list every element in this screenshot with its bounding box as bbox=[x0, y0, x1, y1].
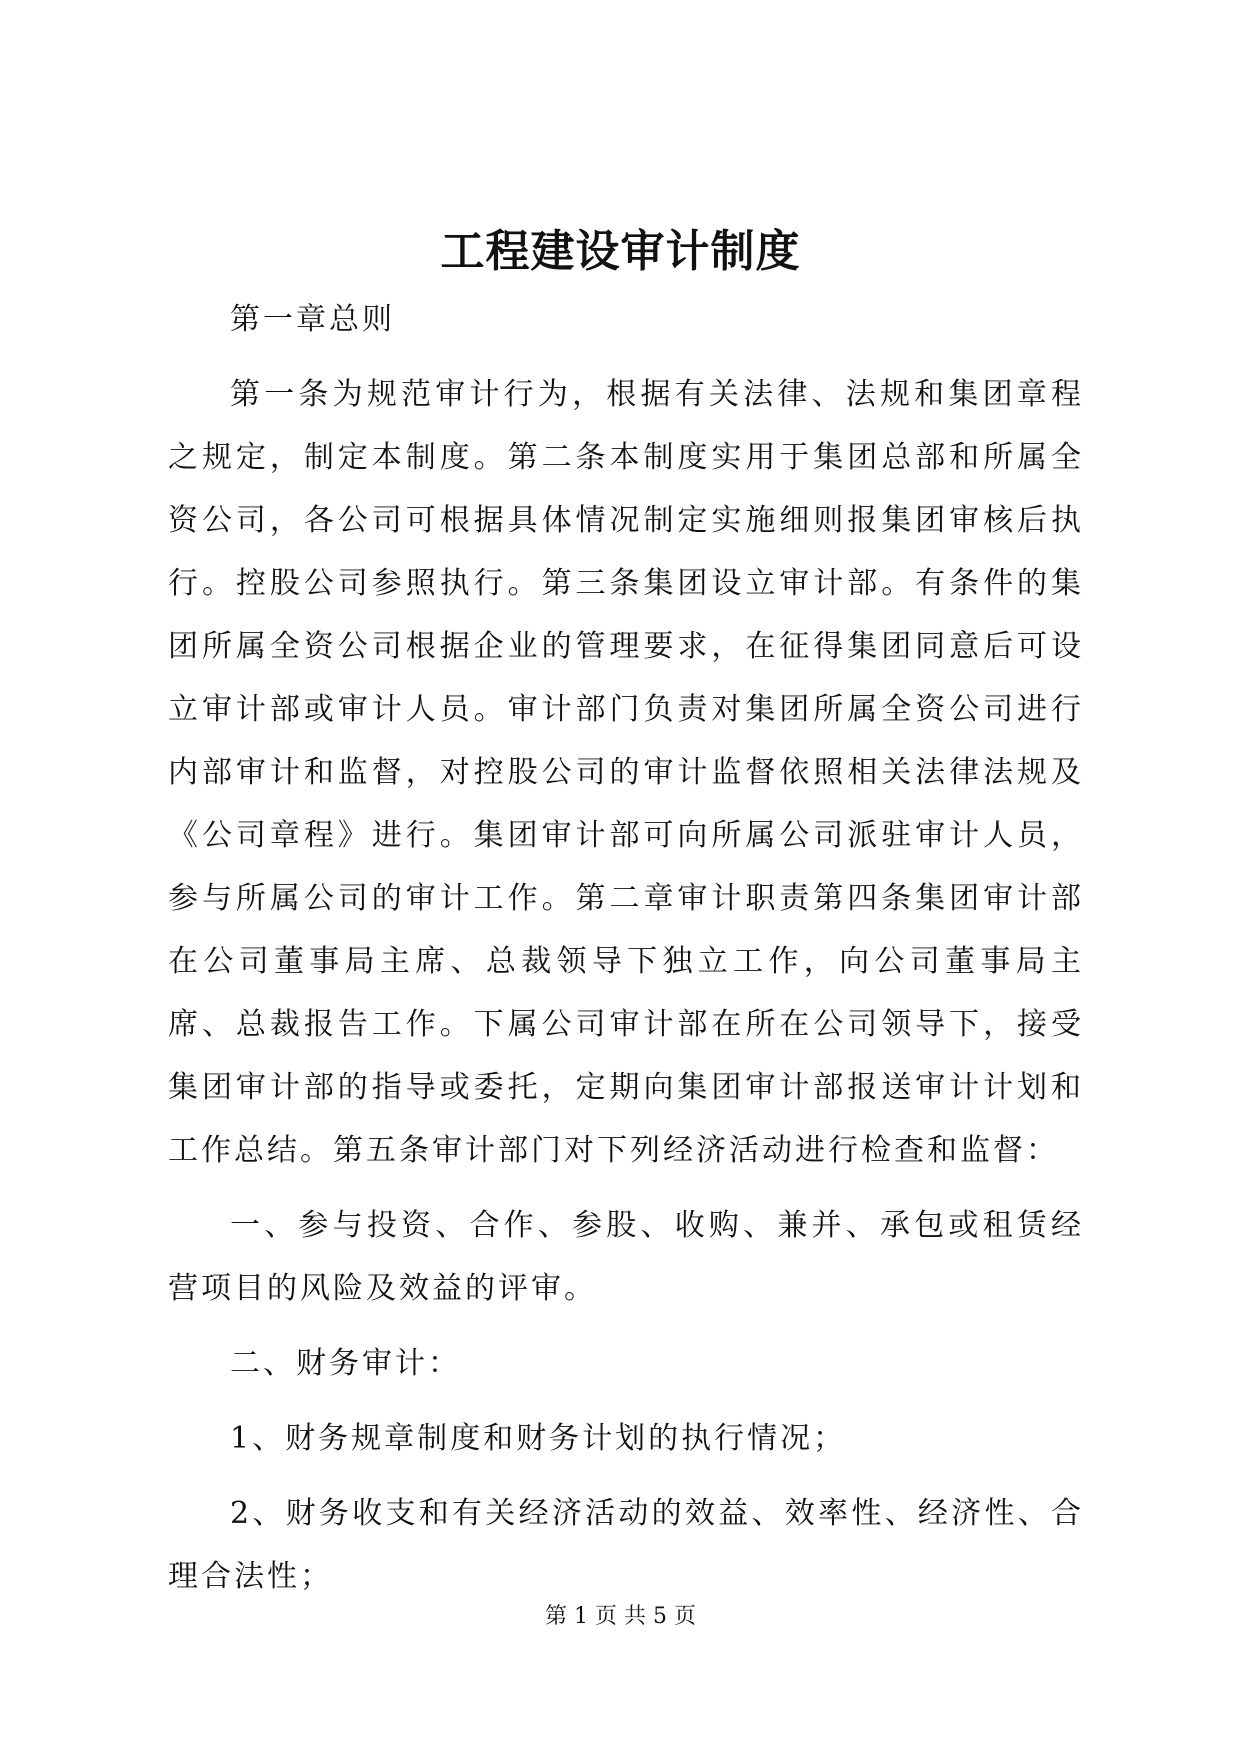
document-title: 工程建设审计制度 bbox=[440, 226, 801, 277]
page-number: 第 1 页 共 5 页 bbox=[545, 1604, 696, 1629]
chapter-heading: 第一章总则 bbox=[230, 302, 395, 337]
body-paragraph: 第一条为规范审计行为，根据有关法律、法规和集团章程之规定，制定本制度。第二条本制度实用于集团总部和所属全资公司，各公司可根据具体情况制定实施细则报集团审核后执行。控股公司参照执行。第三条集团设立审计部。有条件的集团所属全资公司根据企业的管理要求，在征得集团同意后可设立审计部或审计人员。审计部门负责对集团所属全资公司进行内部审计和监督，对控股公司的审计监督依照相关法律法规及《公司章程》进行。集团审计部可向所属公司派驻审计人员，参与所属公司的审计工作。第二章审计职责第四条集团审计部在公司董事局主席、总裁领导下独立工作，向公司董事局主席、总裁报告工作。下属公司审计部在所在公司领导下，接受集团审计部的指导或委托，定期向集团审计部报送审计计划和工作总结。第五条审计部门对下列经济活动进行检查和监督： bbox=[168, 377, 1084, 1168]
list-item: 一、参与投资、合作、参股、收购、兼并、承包或租赁经营项目的风险及效益的评审。 bbox=[168, 1208, 1084, 1306]
section-heading: 二、财务审计： bbox=[230, 1346, 461, 1381]
document-body bbox=[168, 288, 1084, 1620]
list-item: 2、财务收支和有关经济活动的效益、效率性、经济性、合理合法性； bbox=[168, 1496, 1084, 1594]
list-item: 1、财务规章制度和财务计划的执行情况； bbox=[230, 1421, 847, 1456]
